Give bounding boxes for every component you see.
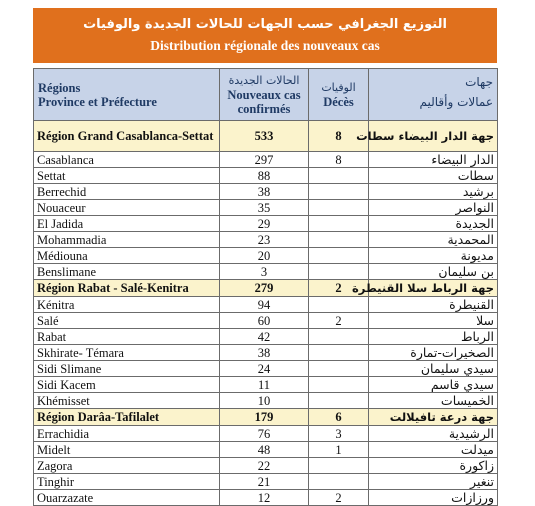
province-name-arabic: القنيطرة [369,297,498,313]
table-row [34,426,498,442]
province-name: Sidi Kacem [34,377,220,393]
new-cases-value: 88 [220,168,309,184]
deaths-value: 2 [309,280,369,297]
new-cases-value: 38 [220,345,309,361]
title-arabic: التوزيع الجغرافي حسب الجهات للحالات الجديدة والوفيات [83,17,447,32]
deaths-value [309,248,369,264]
province-name: Médiouna [34,248,220,264]
province-name-arabic: المحمدية [369,232,498,248]
province-name: Errachidia [34,426,220,442]
header-new-cases-arabic: الحالات الجديدة [228,73,300,87]
region-name-arabic: جهة الدار البيضاء سطات [369,121,498,152]
province-name: Tinghir [34,474,220,490]
deaths-value [309,168,369,184]
deaths-value [309,474,369,490]
deaths-value [309,200,369,216]
province-name-arabic: ميدلت [369,442,498,458]
header-new-cases-line1: Nouveaux cas [227,87,301,102]
header-regions-line2: Province et Préfecture [38,94,157,109]
table-row [34,232,498,248]
province-name-arabic: ورزازات [369,490,498,506]
new-cases-value: 48 [220,442,309,458]
header-deaths-french: Décès [323,94,354,109]
province-name-arabic: الرشيدية [369,426,498,442]
table-header-row [34,69,498,121]
province-name: Berrechid [34,184,220,200]
province-name: Sidi Slimane [34,361,220,377]
deaths-value [309,361,369,377]
region-name-arabic: جهة درعة تافيلالت [369,409,498,426]
province-name: Mohammadia [34,232,220,248]
table-row [34,474,498,490]
province-name: Rabat [34,329,220,345]
header-regions-arabic-line1: جهات [465,74,493,89]
table-row [34,458,498,474]
new-cases-value: 279 [220,280,309,297]
deaths-value: 3 [309,426,369,442]
province-name-arabic: الجديدة [369,216,498,232]
table-row [34,490,498,506]
province-name-arabic: الرباط [369,329,498,345]
deaths-value: 6 [309,409,369,426]
table-row [34,264,498,280]
province-name: Salé [34,313,220,329]
province-name: Midelt [34,442,220,458]
region-name-arabic: جهة الرباط سلا القنيطرة [369,280,498,297]
province-name-arabic: سيدي قاسم [369,377,498,393]
table-row [34,442,498,458]
province-name-arabic: الصخيرات-تمارة [369,345,498,361]
region-row [34,121,498,152]
header-regions [34,69,220,121]
table-row [34,345,498,361]
header-regions-arabic [369,69,498,121]
deaths-value [309,329,369,345]
province-name-arabic: زاكورة [369,458,498,474]
table-row [34,313,498,329]
province-name: Kénitra [34,297,220,313]
new-cases-value: 21 [220,474,309,490]
deaths-value [309,345,369,361]
province-name: Ouarzazate [34,490,220,506]
header-regions-line1: Régions [38,80,81,95]
new-cases-value: 38 [220,184,309,200]
province-name: Casablanca [34,152,220,168]
title-banner [33,8,497,63]
province-name-arabic: مديونة [369,248,498,264]
table-row [34,152,498,168]
new-cases-value: 12 [220,490,309,506]
new-cases-value: 76 [220,426,309,442]
table-row [34,393,498,409]
new-cases-value: 42 [220,329,309,345]
table-row [34,168,498,184]
new-cases-value: 20 [220,248,309,264]
table-row [34,184,498,200]
province-name: Khémisset [34,393,220,409]
new-cases-value: 297 [220,152,309,168]
table-row [34,297,498,313]
region-row [34,280,498,297]
deaths-value [309,377,369,393]
region-name: Région Darâa-Tafilalet [34,409,220,426]
new-cases-value: 533 [220,121,309,152]
header-regions-arabic-line2: عمالات وأقاليم [419,94,493,109]
province-name-arabic: بن سليمان [369,264,498,280]
deaths-value: 2 [309,490,369,506]
deaths-value: 1 [309,442,369,458]
deaths-value [309,297,369,313]
table-row [34,361,498,377]
deaths-value: 8 [309,121,369,152]
table-row [34,329,498,345]
province-name-arabic: تنغير [369,474,498,490]
table-body [34,121,498,506]
province-name-arabic: الخميسات [369,393,498,409]
new-cases-value: 179 [220,409,309,426]
header-new-cases [220,69,309,121]
table-row [34,248,498,264]
deaths-value: 2 [309,313,369,329]
title-french: Distribution régionale des nouveaux cas [150,38,380,53]
province-name: Benslimane [34,264,220,280]
deaths-value: 8 [309,152,369,168]
deaths-value [309,458,369,474]
header-new-cases-line2: confirmés [237,101,291,116]
new-cases-value: 22 [220,458,309,474]
regional-cases-table [33,68,498,506]
deaths-value [309,232,369,248]
province-name-arabic: برشيد [369,184,498,200]
province-name-arabic: الدار البيضاء [369,152,498,168]
region-name: Région Rabat - Salé-Kenitra [34,280,220,297]
new-cases-value: 60 [220,313,309,329]
province-name-arabic: سطات [369,168,498,184]
deaths-value [309,184,369,200]
new-cases-value: 94 [220,297,309,313]
province-name: Nouaceur [34,200,220,216]
region-row [34,409,498,426]
new-cases-value: 29 [220,216,309,232]
new-cases-value: 23 [220,232,309,248]
new-cases-value: 35 [220,200,309,216]
province-name: El Jadida [34,216,220,232]
deaths-value [309,216,369,232]
header-deaths-arabic: الوفيات [321,80,356,94]
province-name-arabic: سلا [369,313,498,329]
new-cases-value: 10 [220,393,309,409]
province-name: Skhirate- Témara [34,345,220,361]
province-name-arabic: النواصر [369,200,498,216]
header-deaths [309,69,369,121]
table-row [34,377,498,393]
new-cases-value: 24 [220,361,309,377]
table-row [34,216,498,232]
province-name: Settat [34,168,220,184]
province-name: Zagora [34,458,220,474]
region-name: Région Grand Casablanca-Settat [34,121,220,152]
table-row [34,200,498,216]
new-cases-value: 3 [220,264,309,280]
new-cases-value: 11 [220,377,309,393]
deaths-value [309,264,369,280]
deaths-value [309,393,369,409]
province-name-arabic: سيدي سليمان [369,361,498,377]
